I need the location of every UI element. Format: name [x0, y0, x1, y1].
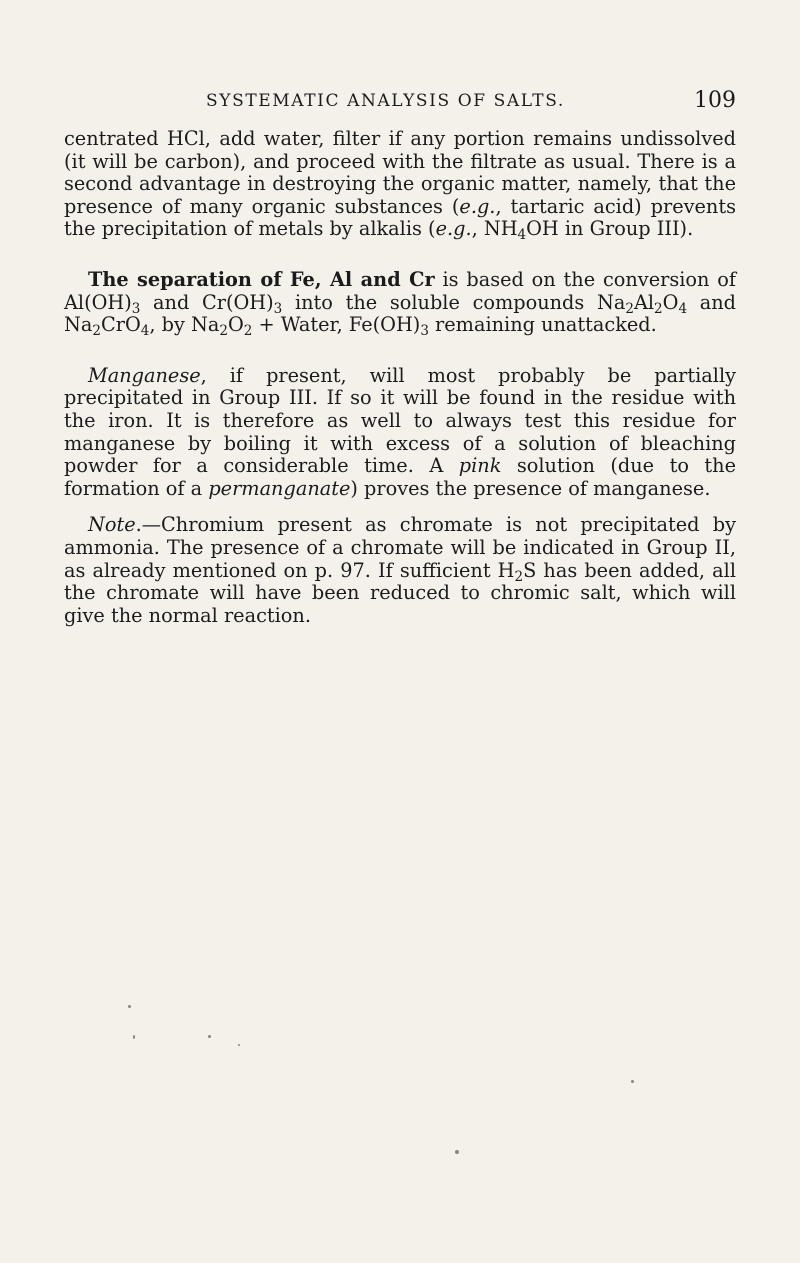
- paper-speck: [128, 1005, 131, 1008]
- paragraph-separation: The separation of Fe, Al and Cr is based on the conversion of $Al(OH)_3$ and $Cr(OH)_3$ into the soluble compounds $Na_2Al_2O_4$ and $Na_2CrO_4$, by $Na_2O_2$ + Water, $Fe(OH)_3$ remaining unattacked.: [64, 267, 736, 339]
- paper-speck: [631, 1080, 634, 1083]
- page-number: 109: [694, 88, 736, 113]
- manganese-heading: Manganese: [88, 363, 201, 387]
- paper-speck: [133, 1035, 135, 1039]
- body-text: [64, 128, 736, 627]
- paragraph-organic-matter: centrated HCl, add water, filter if any portion remains undissolved (it will be carbon), and proceed with the filtrate as usual. There is a second advantage in destroying the organic matter, namely, that the presence of many organic substances (e.g., tartaric acid) prevents the precipitation of metals by alkalis (e.g., $NH_4OH$ in Group III).: [64, 127, 736, 244]
- paper-speck: [455, 1150, 459, 1154]
- paragraph-note: Note.—Chromium present as chromate is not precipitated by ammonia. The presence of a chromate will be indicated in Group II, as already mentioned on p. 97. If sufficient $H_2S$ has been added, all the chromate will have been reduced to chromic salt, which will give the normal reaction.: [64, 513, 736, 627]
- separation-heading: The separation of Fe, Al and Cr: [88, 267, 435, 291]
- paper-speck: [208, 1035, 211, 1038]
- running-head: [64, 88, 736, 118]
- running-title: SYSTEMATIC ANALYSIS OF SALTS.: [206, 91, 565, 111]
- paper-speck: [238, 1044, 240, 1046]
- note-heading: Note: [88, 513, 136, 537]
- paragraph-manganese: Manganese, if present, will most probably be partially precipitated in Group III. If so it will be found in the residue with the iron. It is therefore as well to always test this residue for manganese by boiling it with excess of a solution of bleaching powder for a considerable time. A pink solution (due to the formation of a permanganate) proves the presence of manganese.: [64, 363, 737, 500]
